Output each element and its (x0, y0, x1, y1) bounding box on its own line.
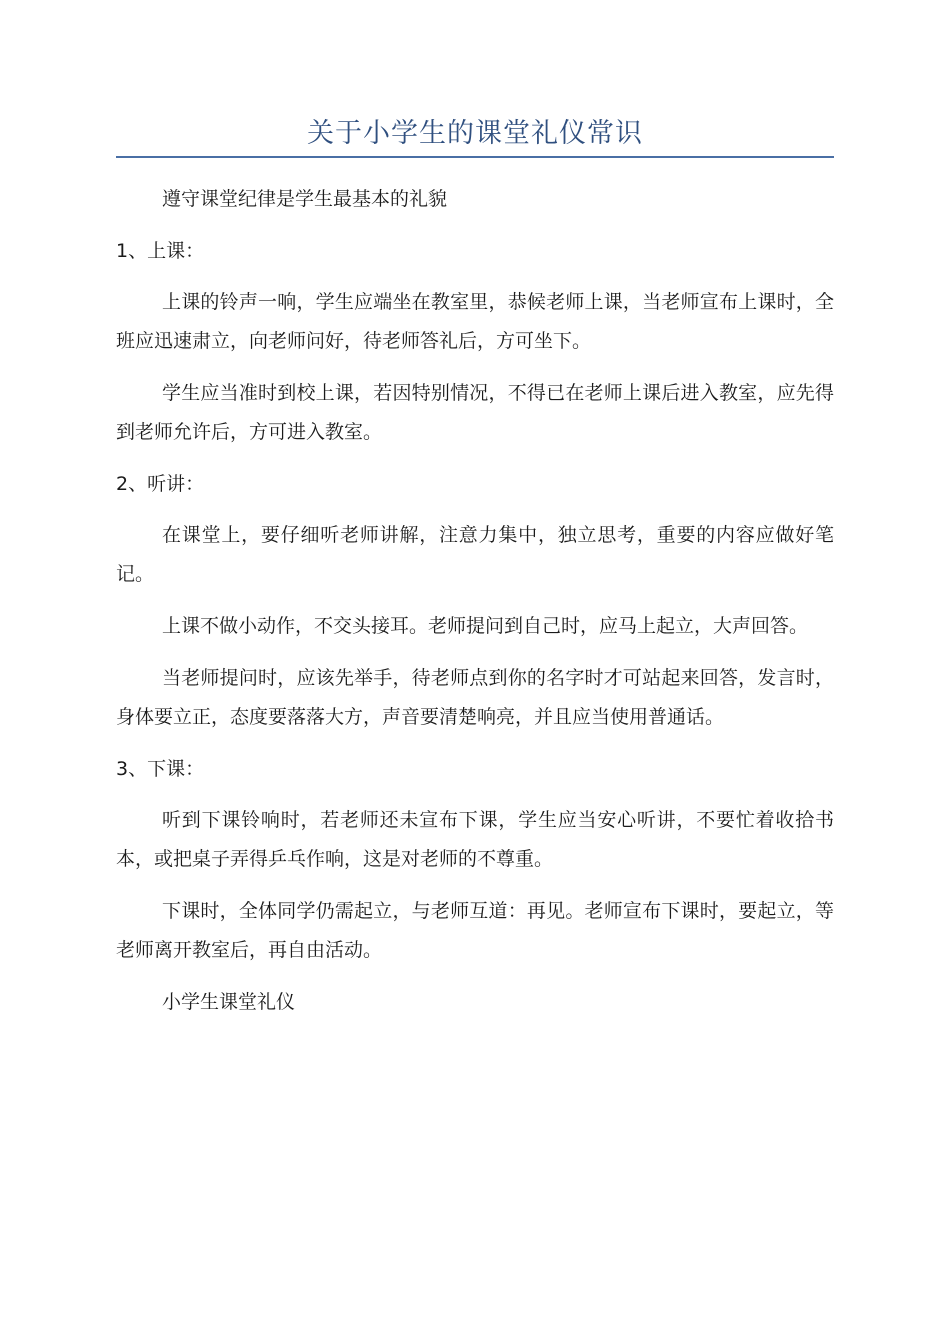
section-heading-class-end: 3、下课： (116, 758, 205, 780)
section-heading-listening: 2、听讲： (116, 473, 205, 495)
intro-paragraph: 遵守课堂纪律是学生最基本的礼貌 (162, 188, 448, 210)
closing-paragraph: 小学生课堂礼仪 (162, 991, 296, 1013)
paragraph: 听到下课铃响时，若老师还未宣布下课，学生应当安心听讲，不要忙着收拾书本，或把桌子弄得乒乓作响，这是对老师的不尊重。 (116, 809, 834, 870)
document-title: 关于小学生的课堂礼仪常识 (307, 118, 643, 149)
title-underline (116, 156, 834, 158)
paragraph: 上课不做小动作，不交头接耳。老师提问到自己时，应马上起立，大声回答。 (162, 615, 809, 637)
paragraph: 学生应当准时到校上课，若因特别情况，不得已在老师上课后进入教室，应先得到老师允许后，方可进入教室。 (116, 382, 834, 443)
paragraph: 在课堂上，要仔细听老师讲解，注意力集中，独立思考，重要的内容应做好笔记。 (116, 524, 834, 585)
paragraph: 上课的铃声一响，学生应端坐在教室里，恭候老师上课，当老师宣布上课时，全班应迅速肃立，向老师问好，待老师答礼后，方可坐下。 (116, 291, 834, 352)
paragraph: 当老师提问时，应该先举手，待老师点到你的名字时才可站起来回答，发言时，身体要立正，态度要落落大方，声音要清楚响亮，并且应当使用普通话。 (116, 667, 834, 728)
section-heading-class-start: 1、上课： (116, 240, 205, 262)
paragraph: 下课时，全体同学仍需起立，与老师互道：再见。老师宣布下课时，要起立，等老师离开教室后，再自由活动。 (116, 900, 834, 961)
document-body (116, 112, 834, 1035)
